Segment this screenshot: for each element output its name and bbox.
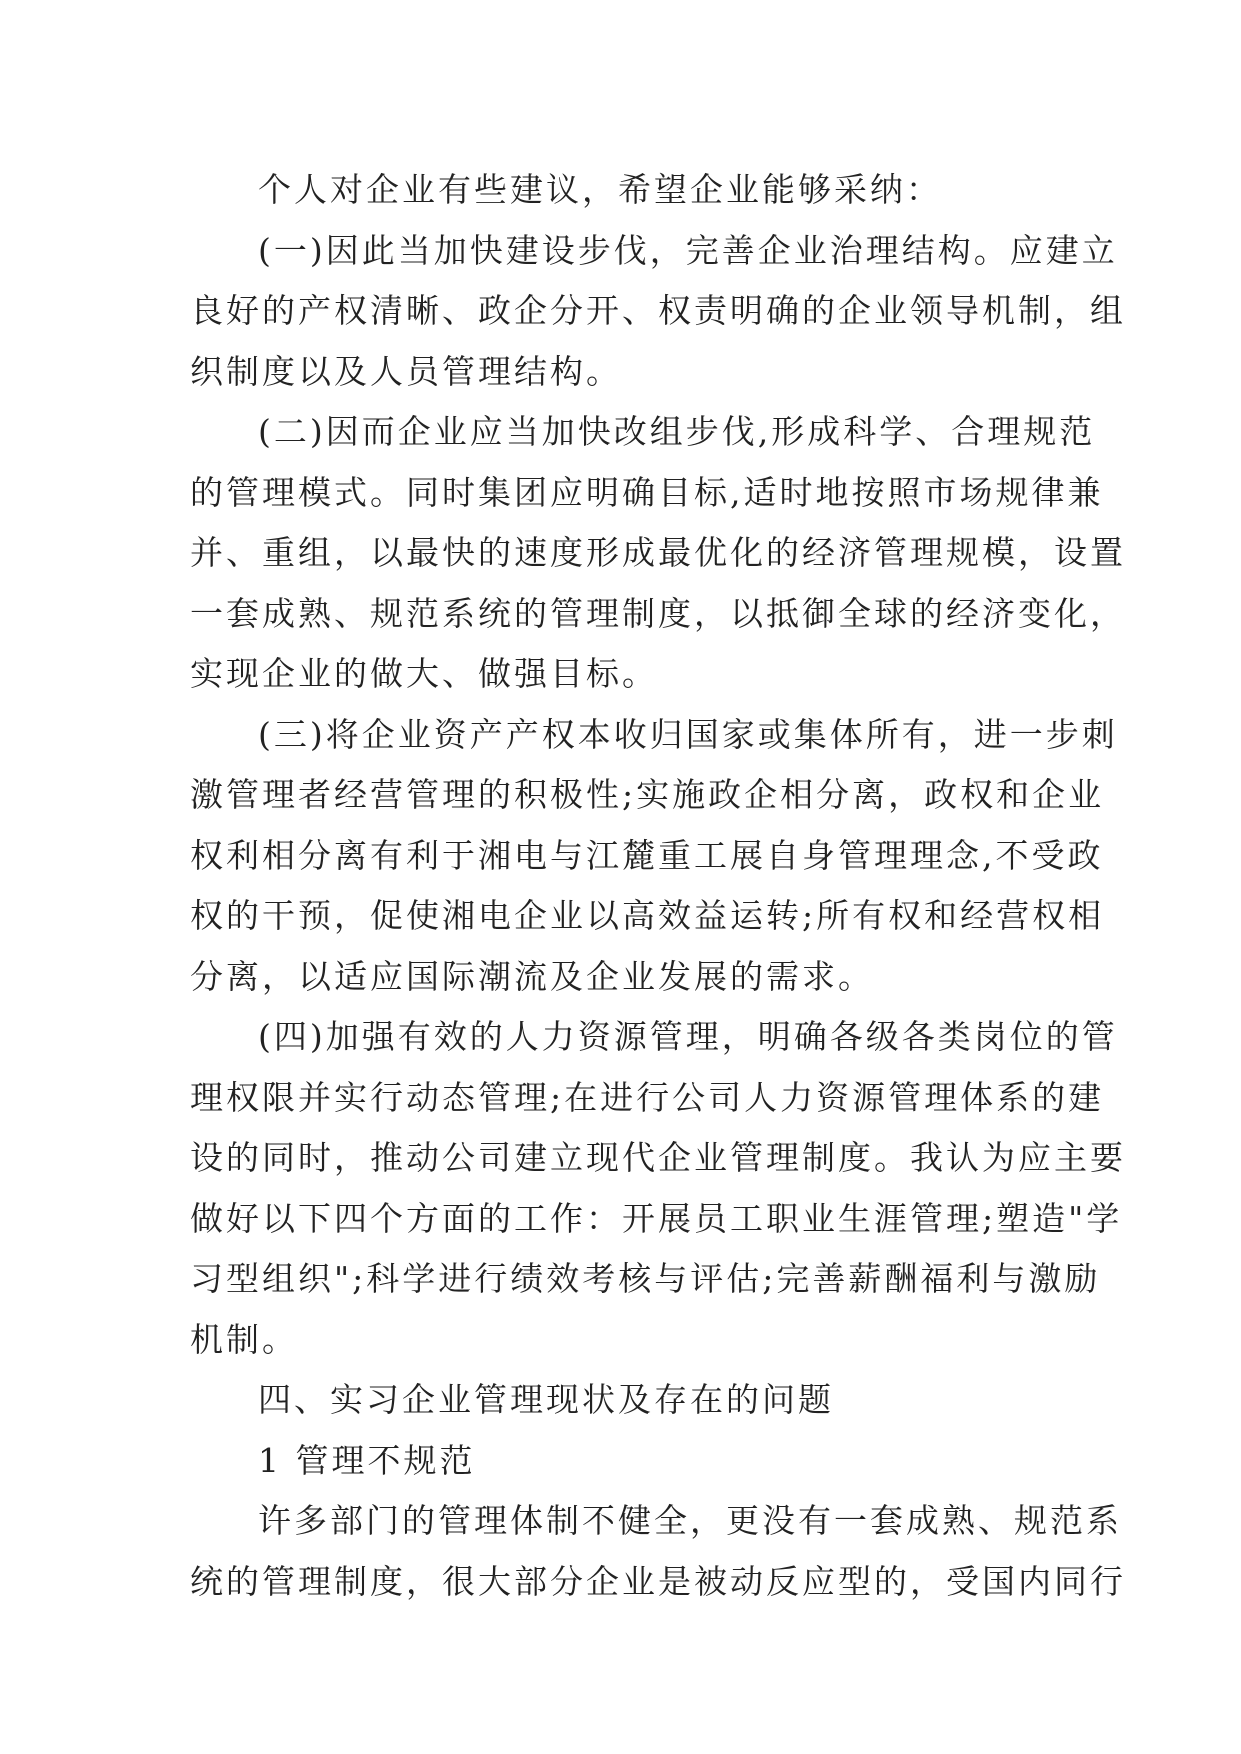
text-line: (三)将企业资产产权本收归国家或集体所有，进一步刺	[258, 714, 1118, 754]
text-line: 的管理模式。同时集团应明确目标,适时地按照市场规律兼	[190, 472, 1104, 512]
text-line: (二)因而企业应当加快改组步伐,形成科学、合理规范	[258, 412, 1096, 451]
text-line: 激管理者经营管理的积极性;实施政企相分离，政权和企业	[190, 775, 1105, 814]
text-line: (一)因此当加快建设步伐，完善企业治理结构。应建立	[258, 230, 1118, 270]
subsection-heading: 1 管理不规范	[258, 1440, 476, 1480]
text-line: 个人对企业有些建议，希望企业能够采纳：	[258, 170, 942, 209]
text-line: 习型组织";科学进行绩效考核与评估;完善薪酬福利与激励	[190, 1259, 1101, 1298]
text-line: 机制。	[190, 1319, 298, 1359]
section-heading: 四、实习企业管理现状及存在的问题	[258, 1380, 834, 1419]
text-line: 统的管理制度，很大部分企业是被动反应型的，受国内同行	[190, 1561, 1126, 1601]
text-line: 权的干预，促使湘电企业以高效益运转;所有权和经营权相	[190, 896, 1105, 935]
text-line: 实现企业的做大、做强目标。	[190, 654, 658, 693]
text-line: 权利相分离有利于湘电与江麓重工展自身管理理念,不受政	[190, 835, 1104, 875]
text-line: (四)加强有效的人力资源管理，明确各级各类岗位的管	[258, 1017, 1118, 1056]
text-line: 分离，以适应国际潮流及企业发展的需求。	[190, 956, 874, 996]
text-line: 良好的产权清晰、政企分开、权责明确的企业领导机制，组	[190, 291, 1126, 330]
text-line: 并、重组，以最快的速度形成最优化的经济管理规模，设置	[190, 533, 1126, 572]
text-line: 一套成熟、规范系统的管理制度，以抵御全球的经济变化，	[190, 593, 1126, 633]
text-line: 理权限并实行动态管理;在进行公司人力资源管理体系的建	[190, 1077, 1105, 1117]
body-text	[190, 160, 1126, 1612]
text-line: 设的同时，推动公司建立现代企业管理制度。我认为应主要	[190, 1138, 1126, 1177]
text-line: 织制度以及人员管理结构。	[190, 351, 622, 391]
text-line: 许多部门的管理体制不健全，更没有一套成熟、规范系	[258, 1501, 1122, 1540]
text-line: 做好以下四个方面的工作：开展员工职业生涯管理;塑造"学	[190, 1198, 1123, 1238]
